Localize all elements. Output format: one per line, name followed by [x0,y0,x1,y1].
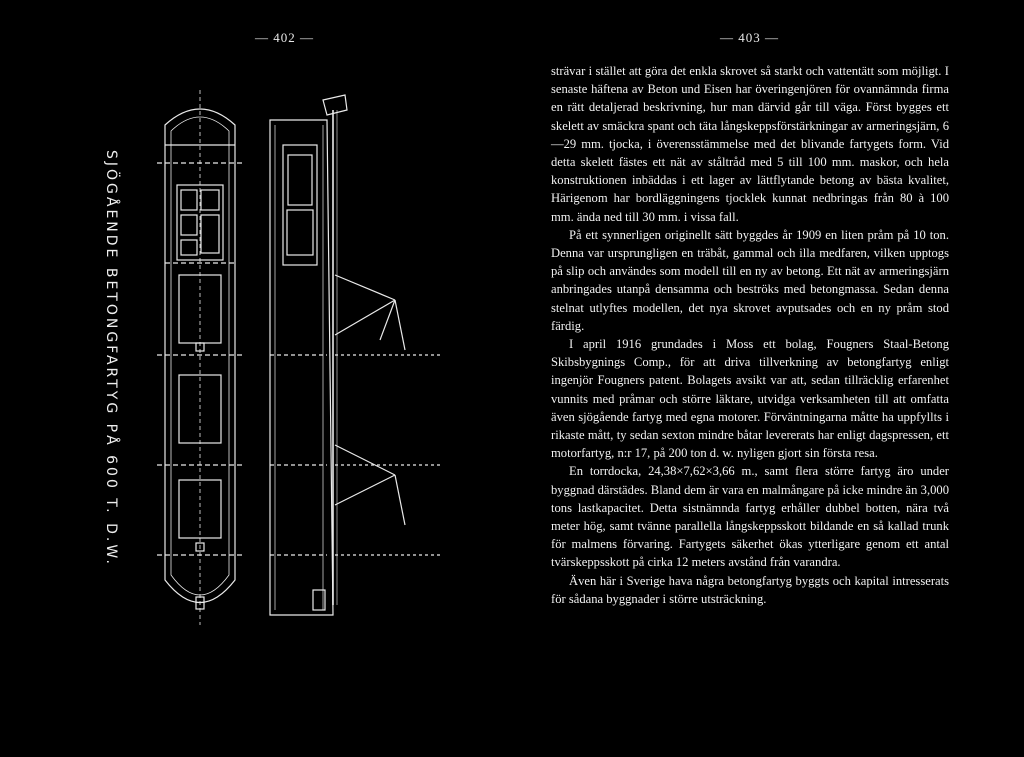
paragraph: Även här i Sverige hava några betongfartyg byggts och kapital intresserats för sådana byggnader i större utsträckning. [551,573,949,606]
left-page-number: — 402 — [255,30,314,45]
body-text [551,62,949,608]
paragraph: En torrdocka, 24,38×7,62×3,66 m., samt flera större fartyg äro under byggnad därstädes. Bland dem är vara en malmångare på icke mindre än 3,000 tons lastkapacitet. Detta sistnämnda fartyg erhåller dubbel botten, nära två meter hög, samt tvänne parallella långskeppsskott bildande en så kallad trunk för malmens förvaring. Fartygets säkerhet ökas ytterligare genom ett antal tvärskeppsskott på cirka 12 meters avstånd från varandra. [551,464,949,570]
right-page-number: — 403 — [720,30,779,45]
ship-plan-drawing [95,85,455,630]
paragraph: I april 1916 grundades i Moss ett bolag, Fougners Staal-Betong Skibsbygnings Comp., för att driva tillverkning av betongfartyg enligt ingenjör Fougners patent. Bolagets avsikt var att, sedan tillräcklig erfarenhet vunnits med pråmar och större läktare, utvidga verksamheten till att omfatta även sjögående fartyg med egna motorer. Förväntningarna måtte ha uppfyllts i rikaste mått, ty sedan sexton mindre båtar levererats har enligt dagspressen, ett motorfartyg, n:r 17, på 200 ton d. w. nyligen gjort sin första resa. [551,337,949,461]
paragraph: strävar i stället att göra det enkla skrovet så starkt och vattentätt som möjligt. I senaste häftena av Beton und Eisen har överingenjören för ovannämnda firma en rätt detaljerad beskrivning, hur man därvid går till väga. Först bygges ett skelett av smäckra spant och täta långskeppsförstärkningar av armeringsjärn, 6—29 mm. tjocka, i överensstämmelse med det blivande fartygets form. Vid detta skelett fästes ett nät av ståltråd med 5 till 100 mm. maskor, och hela konstruktionen inbäddas i ett lager av lättflytande betong av bästa kvalitet, Härigenom har bordläggningens tjocklek kunnat nedbringas från 80 à 100 mm. ända ned till 30 mm. i vissa fall. [551,64,949,224]
hull-profile-outline [270,120,333,615]
paragraph: På ett synnerligen originellt sätt byggdes år 1909 en liten pråm på 10 ton. Denna var ursprungligen en träbåt, gammal och illa medfaren, vilken upptogs på slip och användes som modell till en ny av betong. Ett nät av armeringsjärn anbringades utanpå densamma och beströks med betongmassa. Sedan denna stelnat utlyftes modellen, det nya skrovet avputsades och en ny pråm stod färdig. [551,227,949,333]
vertical-drawing-title: SJÖGÅENDE BETONGFARTYG PÅ 600 T. D.W. [103,150,119,568]
